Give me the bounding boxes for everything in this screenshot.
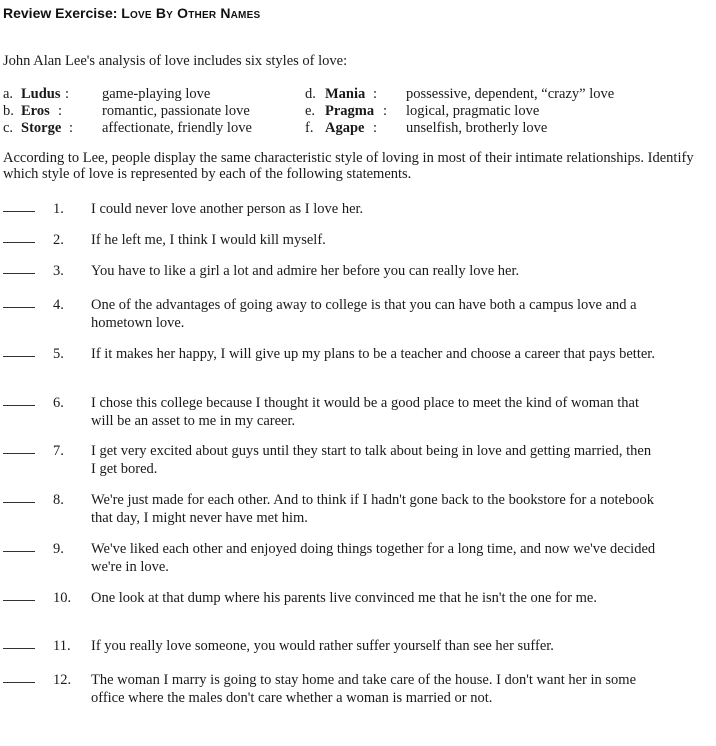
style-letter: c. (3, 120, 14, 136)
statement-text: I get very excited about guys until they start to talk about being in love and getting married, then I get bored. (91, 443, 652, 477)
statement-text: We're just made for each other. And to think if I hadn't gone back to the bookstore for a notebook that day, I might never have met him. (91, 492, 654, 526)
statement-number: 5. (53, 346, 64, 362)
statement-number: 8. (53, 492, 64, 508)
title-prefix: Review Exercise: (3, 5, 118, 21)
style-name: Agape (325, 120, 365, 136)
statement-text: You have to like a girl a lot and admire her before you can really love her. (91, 263, 520, 279)
statement-text: I chose this college because I thought it would be a good place to meet the kind of woman that will be an asset to me in my career. (91, 395, 640, 429)
answer-blank[interactable] (3, 307, 35, 308)
answer-blank[interactable] (3, 682, 35, 683)
style-name: Ludus (21, 86, 61, 102)
style-name: Eros (21, 103, 50, 119)
style-desc: game-playing love (102, 86, 211, 102)
statement-number: 2. (53, 232, 64, 248)
statement-number: 11. (53, 638, 71, 654)
title-name: Love By Other Names (121, 5, 261, 21)
style-desc: possessive, dependent, “crazy” love (406, 86, 615, 102)
style-desc: affectionate, friendly love (102, 120, 252, 136)
answer-blank[interactable] (3, 405, 35, 406)
answer-blank[interactable] (3, 211, 35, 212)
style-letter: d. (305, 86, 316, 102)
style-letter: e. (305, 103, 316, 119)
statement-text: If he left me, I think I would kill myself. (91, 232, 326, 248)
statement-text: We've liked each other and enjoyed doing things together for a long time, and now we've decided we're in love. (91, 541, 656, 575)
statement-text: One look at that dump where his parents live convinced me that he isn't the one for me. (91, 590, 597, 606)
style-letter: b. (3, 103, 14, 119)
answer-blank[interactable] (3, 242, 35, 243)
style-name: Storge (21, 120, 62, 136)
page-title (3, 5, 260, 21)
style-desc: unselfish, brotherly love (406, 120, 548, 136)
style-desc: romantic, passionate love (102, 103, 250, 119)
statement-text: The woman I marry is going to stay home and take care of the house. I don't want her in some office where the males don't care whether a woman is married or not. (91, 672, 637, 706)
instructions-text: According to Lee, people display the same characteristic style of loving in most of their intimate relationships. Identify which style of love is represented by each of the following statements. (3, 150, 694, 182)
style-name: Mania (325, 86, 366, 102)
statement-number: 6. (53, 395, 64, 411)
intro-text: John Alan Lee's analysis of love includes six styles of love: (3, 53, 348, 69)
style-name: Pragma (325, 103, 375, 119)
answer-blank[interactable] (3, 551, 35, 552)
statement-number: 12. (53, 672, 72, 688)
statement-number: 10. (53, 590, 72, 606)
answer-blank[interactable] (3, 273, 35, 274)
statement-number: 3. (53, 263, 64, 279)
answer-blank[interactable] (3, 502, 35, 503)
statement-text: If it makes her happy, I will give up my plans to be a teacher and choose a career that pays better. (91, 346, 655, 362)
style-desc: logical, pragmatic love (406, 103, 540, 119)
statement-text: I could never love another person as I love her. (91, 201, 364, 217)
answer-blank[interactable] (3, 600, 35, 601)
style-letter: a. (3, 86, 14, 102)
statement-number: 7. (53, 443, 64, 459)
answer-blank[interactable] (3, 648, 35, 649)
statement-number: 1. (53, 201, 64, 217)
answer-blank[interactable] (3, 356, 35, 357)
answer-blank[interactable] (3, 453, 35, 454)
style-letter: f. (305, 120, 314, 136)
statement-number: 4. (53, 297, 64, 313)
love-styles-list: a. Ludus : game-playing love b. Eros : romantic, passionate love c. Storge : affectionate, friendly love d. Mania : possessive, dependent, “crazy” love e. Pragma : logical, pragmatic love f. Agape : unselfish, brotherly love (3, 86, 615, 136)
statement-number: 9. (53, 541, 64, 557)
statement-text: If you really love someone, you would rather suffer yourself than see her suffer. (91, 638, 554, 654)
statement-text: One of the advantages of going away to college is that you can have both a campus love and a hometown love. (91, 297, 637, 331)
